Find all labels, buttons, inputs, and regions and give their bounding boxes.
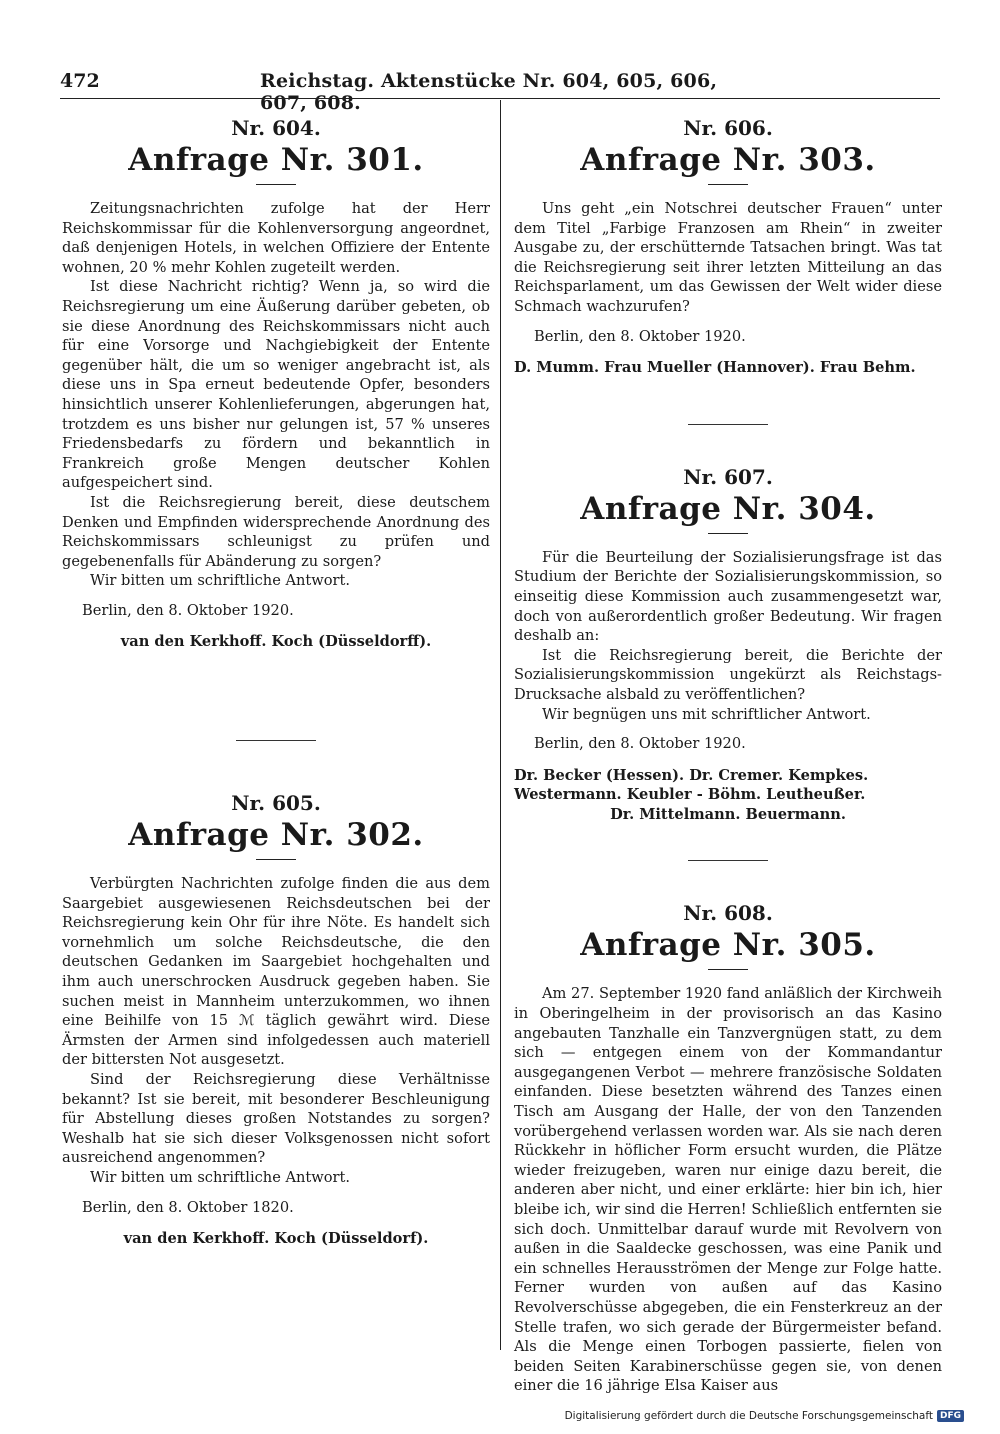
aktenstueck-607 [514, 465, 942, 825]
title-rule [256, 184, 296, 185]
header-rule [60, 98, 940, 99]
paragraph: Verbürgten Nachrichten zufolge finden die aus dem Saargebiet ausgewiesenen Reichsdeutschen bei der Reichsregierung kein Ohr für ihre Nöte. Es handelt sich vornehmlich um solche Reichsdeutsche, die den deutschen Gedanken im Saargebiet hochgehalten und ihm auch unerschrocken Ausdruck gegeben haben. Sie suchen meist in Mannheim unterzukommen, wo ihnen eine Beihilfe von 15 ℳ täglich gewährt wird. Diese Ärmsten der Armen sind infolgedessen auch materiell der bittersten Not ausgesetzt. [62, 875, 490, 1069]
running-title: Reichstag. Aktenstücke Nr. 604, 605, 606, 607, 608. [260, 70, 718, 114]
inquiry-title: Anfrage Nr. 301. [128, 142, 424, 178]
inquiry-title: Anfrage Nr. 305. [580, 927, 876, 964]
left-column [62, 112, 490, 1249]
inquiry-title: Anfrage Nr. 303. [580, 142, 876, 178]
paragraph: Ist die Reichsregierung bereit, die Berichte der Sozialisierungskommission ungekürzt als Reichstags-Drucksache alsbald zu veröffentlichen? [514, 646, 942, 703]
title-rule [708, 533, 748, 534]
paragraph: Wir bitten um schriftliche Antwort. [90, 1168, 351, 1186]
section-separator [236, 740, 316, 741]
dateline: Berlin, den 8. Oktober 1820. [82, 1198, 294, 1216]
paragraph: Wir bitten um schriftliche Antwort. [90, 572, 351, 590]
signatories [514, 766, 942, 825]
credit-text: Digitalisierung gefördert durch die Deutsche Forschungsgemeinschaft [564, 1410, 933, 1422]
paragraph: Für die Beurteilung der Sozialisierungsfrage ist das Studium der Berichte der Sozialisierungskommission, so einseitig diese Kommission auch zusammengesetzt war, doch von außerordentlich großer Bedeutung. Wir fragen deshalb an: [514, 548, 942, 645]
section-separator [688, 860, 768, 861]
page-header [60, 70, 750, 114]
aktenstueck-605 [62, 791, 490, 1249]
paragraph: Zeitungsnachrichten zufolge hat der Herr Reichskommissar für die Kohlenversorgung angeordnet, daß denjenigen Hotels, in welchen Offiziere der Entente wohnen, 20 % mehr Kohlen zugeteilt werden. [62, 200, 490, 276]
signatories: van den Kerkhoff. Koch (Düsseldorff). [120, 633, 432, 651]
paragraph: Ist diese Nachricht richtig? Wenn ja, so wird die Reichsregierung um eine Äußerung darüber gebeten, ob sie diese Anordnung des Reichskommissars nicht auch für eine Vorsorge und Nachgiebigkeit der Entente gegenüber hält, die um so weniger angebracht ist, als diese uns in Spa erneut bedeutende Opfer, besonders hinsichtlich unserer Kohlenlieferungen, abgerungen hat, trotzdem es uns bisher nur gelungen ist, 57 % unseres Friedensbedarfs zu fördern und bekanntlich in Frankreich große Mengen deutscher Kohlen aufgespeichert sind. [62, 278, 490, 492]
digitization-credit [565, 1410, 964, 1422]
title-rule [708, 969, 748, 970]
document-number: Nr. 607. [683, 464, 773, 489]
right-column [514, 112, 942, 1396]
dateline: Berlin, den 8. Oktober 1920. [82, 601, 294, 619]
document-number: Nr. 606. [683, 116, 773, 140]
signatories-line: Westermann. Keubler - Böhm. Leutheußer. [514, 786, 866, 804]
document-number: Nr. 605. [231, 791, 321, 816]
signatories-line: Dr. Becker (Hessen). Dr. Cremer. Kempkes. [514, 766, 869, 784]
column-divider [500, 100, 501, 1350]
aktenstueck-606 [514, 116, 942, 378]
aktenstueck-608 [514, 901, 942, 1395]
title-rule [256, 859, 296, 860]
inquiry-title: Anfrage Nr. 302. [128, 817, 424, 854]
aktenstueck-604 [62, 116, 490, 652]
dfg-logo: DFG [937, 1410, 964, 1422]
paragraph: Sind der Reichsregierung diese Verhältnisse bekannt? Ist sie bereit, mit besonderer Beschleunigung für Abstellung dieses großen Notstandes zu sorgen? Weshalb hat sie sich dieser Volksgenossen nicht sofort ausreichend angenommen? [62, 1071, 490, 1167]
signatories-line: Dr. Mittelmann. Beuermann. [610, 805, 846, 823]
paragraph: Uns geht „ein Notschrei deutscher Frauen“ unter dem Titel „Farbige Franzosen am Rhein“ in zweiter Ausgabe zu, der erschütternde Tatsachen bringt. Was tat die Reichsregierung seit ihrer letzten Mitteilung an das Reichsparlament, um das Gewissen der Welt wider diese Schmach wachzurufen? [514, 200, 942, 315]
signatories: van den Kerkhoff. Koch (Düsseldorf). [123, 1230, 429, 1248]
paragraph: Wir begnügen uns mit schriftlicher Antwort. [542, 705, 871, 723]
paragraph: Am 27. September 1920 fand anläßlich der Kirchweih in Oberingelheim in der provisorisch an das Kasino angebauten Tanzhalle ein Tanzvergnügen statt, zu dem sich — entgegen einem von der Kommandantur ausgegangenen Verbot — mehrere französische Soldaten einfanden. Diese besetzten während des Tanzes einen Tisch am Ausgang der Halle, der von den Tanzenden vorübergehend verlassen worden war. Als sie nach deren Rückkehr in höflicher Form ersucht wurden, die Plätze wieder freizugeben, waren nur einige dazu bereit, die anderen aber nicht, und einer erklärte: hier bin ich, hier bleibe ich, wir sind die Herren! Schließlich entfernten sie sich doch. Unmittelbar darauf wurde mit Revolvern von außen in die Saaldecke geschossen, was eine Panik und ein schnelles Herausströmen der Menge zur Folge hatte. Ferner wurden von außen auf das Kasino Revolverschüsse abgegeben, die ein Fensterkreuz an der Stelle trafen, wo sich gerade der Bürgermeister befand. Als die Menge einen Torbogen passierte, fielen von beiden Seiten Karabinerschüsse gegen sie, von denen einer die 16 jährige Elsa Kaiser aus [514, 985, 942, 1395]
signatories: D. Mumm. Frau Mueller (Hannover). Frau Behm. [514, 359, 916, 377]
document-number: Nr. 608. [683, 901, 773, 926]
inquiry-title: Anfrage Nr. 304. [580, 490, 876, 527]
dateline: Berlin, den 8. Oktober 1920. [534, 735, 746, 753]
title-rule [708, 184, 748, 185]
document-number: Nr. 604. [231, 116, 321, 140]
section-separator [688, 424, 768, 425]
dateline: Berlin, den 8. Oktober 1920. [534, 327, 746, 345]
page-number: 472 [60, 70, 100, 92]
paragraph: Ist die Reichsregierung bereit, diese deutschem Denken und Empfinden widersprechende Anordnung des Reichskommissars schleunigst zu prüfen und gegebenenfalls für Abänderung zu sorgen? [62, 493, 490, 570]
